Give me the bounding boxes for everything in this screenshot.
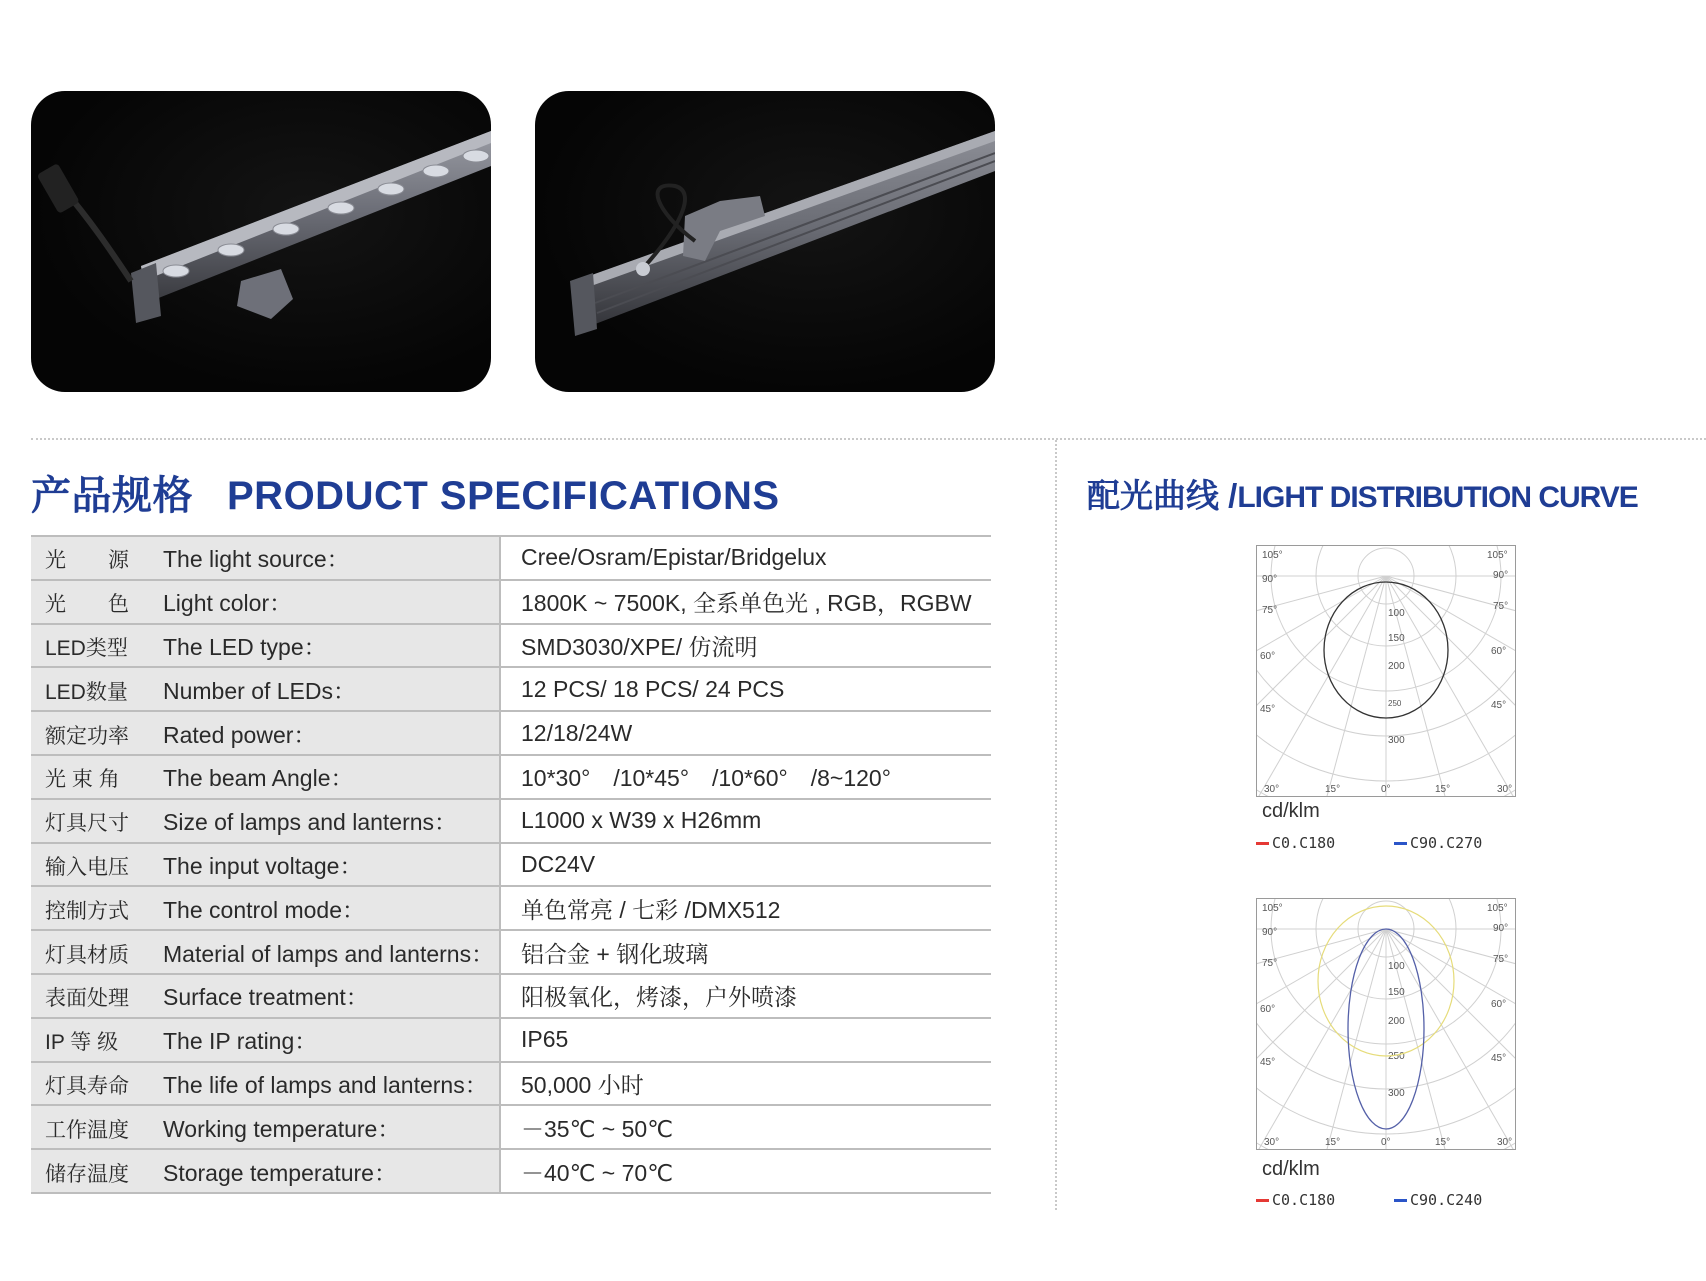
angle-tick-label: 15° — [1325, 784, 1341, 795]
legend-label: C90.C270 — [1410, 834, 1483, 852]
spec-row — [31, 755, 991, 799]
spec-value: DC24V — [501, 843, 991, 887]
angle-tick-label: 75° — [1262, 605, 1278, 616]
red-line-swatch — [1256, 1199, 1269, 1202]
angle-tick-label: 45° — [1491, 1053, 1507, 1064]
spec-row — [31, 843, 991, 887]
blue-line-swatch — [1394, 842, 1407, 845]
spec-label-cn: IP 等 级 — [45, 1031, 119, 1055]
curve-title-en: LIGHT DISTRIBUTION CURVE — [1237, 481, 1638, 514]
spec-row — [31, 624, 991, 668]
radial-tick-label: 250 — [1388, 1051, 1405, 1062]
spec-label-cn: LED数量 — [45, 680, 128, 704]
spec-label-cell — [31, 799, 499, 843]
spec-value: 阳极氧化，烤漆，户外喷漆 — [501, 974, 991, 1018]
radial-tick-label: 250 — [1388, 699, 1402, 708]
angle-tick-label: 90° — [1493, 923, 1509, 934]
spec-label-cell — [31, 755, 499, 799]
spec-value: 10*30° /10*45° /10*60° /8~120° — [501, 755, 991, 799]
angle-tick-label: 30° — [1264, 784, 1280, 795]
spec-label-cell — [31, 1105, 499, 1149]
angle-tick-label: 90° — [1262, 927, 1278, 938]
radial-tick-label: 100 — [1388, 608, 1405, 619]
angle-tick-label: 90° — [1493, 570, 1509, 581]
legend-label: C90.C240 — [1410, 1191, 1483, 1209]
radial-tick-label: 200 — [1388, 1016, 1405, 1027]
radial-tick-label: 150 — [1388, 633, 1405, 644]
spec-label-cn: 灯具尺寸 — [45, 812, 129, 836]
spec-label-en: The input voltage： — [163, 852, 363, 879]
spec-title-cn: 产品规格 — [31, 474, 193, 518]
spec-label-cn: 灯具材质 — [45, 943, 129, 967]
spec-label-cn: 额定功率 — [45, 724, 129, 748]
radial-tick-label: 150 — [1388, 987, 1405, 998]
chart-1-legend-c90 — [1394, 834, 1482, 852]
product-photo-front — [31, 91, 491, 392]
spec-row — [31, 1105, 991, 1149]
spec-section-title — [31, 464, 780, 518]
angle-tick-label: 45° — [1491, 700, 1507, 711]
angle-tick-label: 90° — [1262, 574, 1278, 585]
legend-label: C0.C180 — [1272, 1191, 1336, 1209]
angle-tick-label: 45° — [1260, 1057, 1276, 1068]
spec-label-en: Storage temperature： — [163, 1159, 397, 1186]
spec-label-en: Material of lamps and lanterns： — [163, 940, 495, 967]
product-photo-back — [535, 91, 995, 392]
angle-tick-label: 105° — [1262, 903, 1283, 914]
spec-label-cell — [31, 974, 499, 1018]
spec-label-cn: 储存温度 — [45, 1162, 129, 1186]
angle-tick-label: 60° — [1260, 651, 1276, 662]
spec-label-cell — [31, 536, 499, 580]
spec-label-cell — [31, 1062, 499, 1106]
angle-tick-label: 105° — [1487, 903, 1508, 914]
angle-tick-label: 60° — [1260, 1004, 1276, 1015]
led-wall-washer-image — [535, 91, 995, 392]
spec-row — [31, 799, 991, 843]
spec-row — [31, 974, 991, 1018]
angle-tick-label: 30° — [1264, 1137, 1280, 1148]
angle-tick-label: 0° — [1381, 1137, 1391, 1148]
spec-row — [31, 536, 991, 580]
spec-value: 铝合金 + 钢化玻璃 — [501, 930, 991, 974]
spec-value: Cree/Osram/Epistar/Bridgelux — [501, 536, 991, 580]
angle-tick-label: 75° — [1262, 958, 1278, 969]
spec-label-cn: 光 束 角 — [45, 768, 120, 792]
spec-row — [31, 667, 991, 711]
spec-label-en: The control mode： — [163, 896, 365, 923]
curve-title-cn: 配光曲线 / — [1087, 477, 1238, 514]
angle-tick-label: 45° — [1260, 704, 1276, 715]
spec-label-cn: 输入电压 — [45, 855, 129, 879]
spec-value: 12 PCS/ 18 PCS/ 24 PCS — [501, 667, 991, 711]
angle-tick-label: 75° — [1493, 601, 1509, 612]
chart-2-legend-c90 — [1394, 1191, 1482, 1209]
angle-tick-label: 105° — [1487, 550, 1508, 561]
spec-label-cn: 灯具寿命 — [45, 1074, 129, 1098]
spec-label-cn: 工作温度 — [45, 1118, 129, 1142]
polar-grid-spoke — [1257, 576, 1386, 741]
curve-section-title — [1087, 470, 1638, 517]
legend-label: C0.C180 — [1272, 834, 1336, 852]
chart-1-unit: cd/klm — [1262, 800, 1320, 822]
spec-row — [31, 711, 991, 755]
spec-label-en: The light source： — [163, 546, 350, 573]
spec-label-en: Size of lamps and lanterns： — [163, 809, 458, 836]
spec-label-en: The IP rating： — [163, 1028, 318, 1055]
spec-value: 1800K ~ 7500K, 全系单色光 , RGB，RGBW — [501, 580, 991, 624]
spec-title-en: PRODUCT SPECIFICATIONS — [227, 474, 780, 518]
spec-label-cn: 控制方式 — [45, 899, 129, 923]
spec-row — [31, 1018, 991, 1062]
section-divider-horizontal — [31, 438, 1706, 440]
radial-tick-label: 200 — [1388, 661, 1405, 672]
spec-label-en: The beam Angle： — [163, 765, 354, 792]
spec-label-cn: 光 色 — [45, 593, 129, 617]
polar-grid-spoke — [1301, 576, 1386, 796]
spec-label-en: Working temperature： — [163, 1115, 401, 1142]
spec-label-en: Light color： — [163, 590, 293, 617]
spec-label-cell — [31, 1018, 499, 1062]
section-divider-vertical — [1055, 440, 1057, 1210]
light-distribution-chart-2 — [1256, 898, 1516, 1150]
spec-label-cell — [31, 624, 499, 668]
spec-label-en: The life of lamps and lanterns： — [163, 1071, 488, 1098]
angle-tick-label: 30° — [1497, 784, 1513, 795]
spec-value: －35℃ ~ 50℃ — [501, 1105, 991, 1149]
light-distribution-chart-1 — [1256, 545, 1516, 797]
red-line-swatch — [1256, 842, 1269, 845]
angle-tick-label: 15° — [1435, 784, 1451, 795]
angle-tick-label: 0° — [1381, 784, 1391, 795]
spec-label-cell — [31, 843, 499, 887]
spec-label-cell — [31, 886, 499, 930]
spec-label-cn: LED类型 — [45, 636, 128, 660]
polar-chart-2 — [1257, 899, 1515, 1149]
polar-grid-spoke — [1257, 929, 1386, 1094]
spec-label-en: The LED type： — [163, 633, 327, 660]
spec-label-cell — [31, 667, 499, 711]
spec-label-cell — [31, 711, 499, 755]
spec-value: －40℃ ~ 70℃ — [501, 1149, 991, 1193]
spec-table — [31, 535, 991, 1194]
spec-value: 50,000 小时 — [501, 1062, 991, 1106]
spec-label-en: Number of LEDs： — [163, 677, 357, 704]
spec-label-cn: 光 源 — [45, 549, 129, 573]
blue-line-swatch — [1394, 1199, 1407, 1202]
spec-row — [31, 580, 991, 624]
angle-tick-label: 60° — [1491, 646, 1507, 657]
spec-label-cell — [31, 580, 499, 624]
spec-value: IP65 — [501, 1018, 991, 1062]
chart-2-legend-c0 — [1256, 1191, 1335, 1209]
angle-tick-label: 15° — [1435, 1137, 1451, 1148]
angle-tick-label: 60° — [1491, 999, 1507, 1010]
polar-chart-1 — [1257, 546, 1515, 796]
spec-row — [31, 1062, 991, 1106]
spec-label-cell — [31, 1149, 499, 1193]
spec-value: 单色常亮 / 七彩 /DMX512 — [501, 886, 991, 930]
spec-label-en: Rated power： — [163, 721, 317, 748]
spec-label-en: Surface treatment： — [163, 984, 369, 1011]
radial-tick-label: 300 — [1388, 1088, 1405, 1099]
led-wall-washer-image — [31, 91, 491, 392]
chart-1-legend-c0 — [1256, 834, 1335, 852]
spec-row — [31, 1149, 991, 1193]
angle-tick-label: 75° — [1493, 954, 1509, 965]
spec-row — [31, 930, 991, 974]
radial-tick-label: 300 — [1388, 735, 1405, 746]
angle-tick-label: 105° — [1262, 550, 1283, 561]
spec-row — [31, 886, 991, 930]
radial-tick-label: 100 — [1388, 961, 1405, 972]
spec-value: SMD3030/XPE/ 仿流明 — [501, 624, 991, 668]
chart-2-unit: cd/klm — [1262, 1158, 1320, 1180]
spec-value: L1000 x W39 x H26mm — [501, 799, 991, 843]
spec-label-cell — [31, 930, 499, 974]
angle-tick-label: 15° — [1325, 1137, 1341, 1148]
angle-tick-label: 30° — [1497, 1137, 1513, 1148]
spec-value: 12/18/24W — [501, 711, 991, 755]
spec-label-cn: 表面处理 — [45, 987, 129, 1011]
